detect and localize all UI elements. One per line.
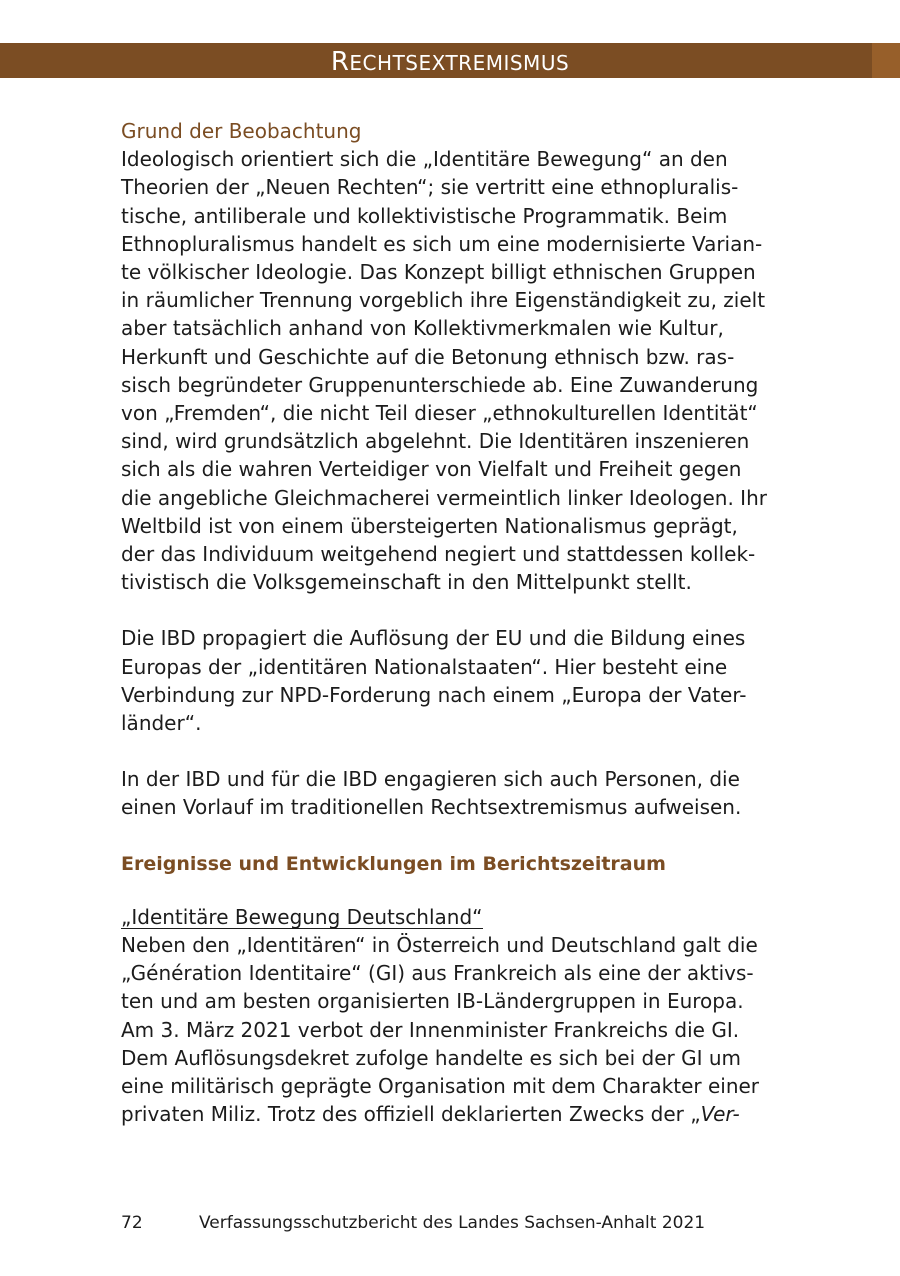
text-line: Ethnopluralismus handelt es sich um eine modernisierte Varian- [121, 231, 763, 256]
page-content [121, 117, 781, 1129]
text-line: ten und am besten organisierten IB-Ländergruppen in Europa. [121, 989, 744, 1014]
text-line: sisch begründeter Gruppenunterschiede ab. Eine Zuwanderung [121, 372, 759, 397]
text-line: Ideologisch orientiert sich die „Identitäre Bewegung“ an den [121, 147, 728, 172]
text-line: Theorien der „Neuen Rechten“; sie vertritt eine ethnopluralis- [121, 175, 739, 200]
text-line: Dem Auflösungsdekret zufolge handelte es sich bei der GI um [121, 1045, 742, 1070]
text-line: sind, wird grundsätzlich abgelehnt. Die Identitären inszenieren [121, 429, 750, 454]
text-line: Neben den „Identitären“ in Österreich und Deutschland galt die [121, 933, 758, 958]
paragraph-persons [121, 765, 781, 821]
text-line-last [121, 1100, 781, 1128]
text-line: die angebliche Gleichmacherei vermeintlich linker Ideologen. Ihr [121, 485, 767, 510]
underlined-title-ibd: „Identitäre Bewegung Deutschland“ [121, 904, 483, 929]
text-line: tivistisch die Volksgemeinschaft in den Mittelpunkt stellt. [121, 570, 692, 595]
paragraph-eu [121, 624, 781, 737]
text-line: länder“. [121, 711, 202, 736]
section-heading-ereignisse: Ereignisse und Entwicklungen im Berichtszeitraum [121, 852, 666, 875]
page-number: 72 [121, 1213, 143, 1233]
text-line: einen Vorlauf im traditionellen Rechtsextremismus aufweisen. [121, 795, 742, 820]
publication-title: Verfassungsschutzbericht des Landes Sachsen-Anhalt 2021 [199, 1213, 706, 1233]
text-line: Europas der „identitären Nationalstaaten“. Hier besteht eine [121, 654, 728, 679]
last-line-plain: privaten Miliz. Trotz des offiziell deklarierten Zwecks der „ [121, 1102, 701, 1127]
chapter-title [0, 47, 900, 78]
text-line: In der IBD und für die IBD engagieren sich auch Personen, die [121, 767, 740, 792]
subheading-grund: Grund der Beobachtung [121, 119, 362, 143]
chapter-title-initial: R [330, 47, 350, 77]
text-line: Verbindung zur NPD-Forderung nach einem „Europa der Vater- [121, 682, 747, 707]
last-line-italic: Ver- [700, 1102, 740, 1127]
paragraph-gi [121, 931, 781, 1128]
text-line: tische, antiliberale und kollektivistische Programmatik. Beim [121, 203, 728, 228]
text-line: der das Individuum weitgehend negiert und stattdessen kollek- [121, 542, 756, 567]
paragraph-ideology [121, 145, 781, 596]
underlined-title-wrapper [121, 878, 781, 931]
text-line: Herkunft und Geschichte auf die Betonung ethnisch bzw. ras- [121, 344, 735, 369]
text-line: Weltbild ist von einem übersteigerten Nationalismus geprägt, [121, 513, 738, 538]
text-line: sich als die wahren Verteidiger von Vielfalt und Freiheit gegen [121, 457, 742, 482]
page-footer [121, 1213, 705, 1233]
text-line: te völkischer Ideologie. Das Konzept billigt ethnischen Gruppen [121, 260, 756, 285]
text-line: in räumlicher Trennung vorgeblich ihre Eigenständigkeit zu, zielt [121, 288, 766, 313]
text-line: Am 3. März 2021 verbot der Innenminister Frankreichs die GI. [121, 1017, 740, 1042]
text-line: aber tatsächlich anhand von Kollektivmerkmalen wie Kultur, [121, 316, 724, 341]
text-line: Die IBD propagiert die Auflösung der EU und die Bildung eines [121, 626, 746, 651]
text-line: eine militärisch geprägte Organisation mit dem Charakter einer [121, 1074, 760, 1099]
text-line: von „Fremden“, die nicht Teil dieser „ethnokulturellen Identität“ [121, 401, 758, 426]
text-line: „Génération Identitaire“ (GI) aus Frankreich als eine der aktivs- [121, 961, 754, 986]
chapter-title-rest: ECHTSEXTREMISMUS [349, 51, 570, 75]
